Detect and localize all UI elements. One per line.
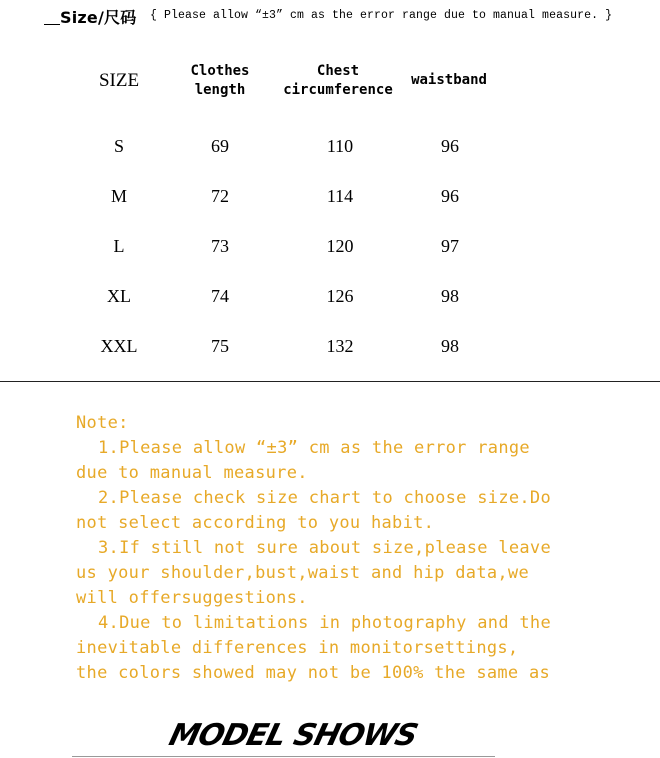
header-size: SIZE xyxy=(98,70,140,91)
note-line: 2.Please check size chart to choose size.Do xyxy=(98,488,551,508)
cell-size: M xyxy=(110,186,127,206)
banner-rule xyxy=(72,756,495,757)
note-line: inevitable differences in monitorsettings, xyxy=(76,638,519,658)
size-title: Size/尺码 xyxy=(60,8,137,27)
cell-length: 72 xyxy=(211,186,229,206)
note-line: the colors showed may not be 100% the same as xyxy=(76,663,551,683)
note-line: us your shoulder,bust,waist and hip data,we xyxy=(76,563,529,583)
table-row xyxy=(0,181,660,211)
cell-chest: 126 xyxy=(326,286,354,306)
header-line: Clothes xyxy=(190,63,250,79)
cell-chest: 132 xyxy=(326,336,354,356)
note-line: 1.Please allow “±3” cm as the error range xyxy=(98,438,530,458)
section-divider xyxy=(0,381,660,382)
note-line: 3.If still not sure about size,please leave xyxy=(98,538,551,558)
cell-length: 69 xyxy=(211,136,229,156)
header-line: circumference xyxy=(283,82,393,98)
cell-chest: 110 xyxy=(326,136,354,156)
size-chart-table xyxy=(0,50,660,382)
notes-block xyxy=(76,411,656,686)
table-row xyxy=(0,281,660,311)
cell-size: S xyxy=(113,136,124,156)
cell-chest: 114 xyxy=(326,186,354,206)
model-shows-banner xyxy=(165,718,430,756)
header-waistband xyxy=(404,71,494,90)
header-underline xyxy=(44,24,60,25)
cell-size: XL xyxy=(107,286,131,306)
model-shows-title: MODEL SHOWS xyxy=(165,718,421,753)
cell-waistband: 97 xyxy=(441,236,459,256)
header-chest-circumference xyxy=(272,62,404,100)
table-row xyxy=(0,231,660,261)
note-line: due to manual measure. xyxy=(76,463,308,483)
table-row xyxy=(0,331,660,361)
cell-chest: 120 xyxy=(326,236,354,256)
cell-waistband: 98 xyxy=(441,336,459,356)
size-header xyxy=(0,0,660,30)
table-row xyxy=(0,131,660,161)
notes-heading: Note: xyxy=(76,413,129,433)
header-line: Chest xyxy=(316,63,360,79)
header-line: waistband xyxy=(411,72,487,88)
note-line: 4.Due to limitations in photography and the xyxy=(98,613,551,633)
cell-waistband: 98 xyxy=(441,286,459,306)
note-line: not select according to you habit. xyxy=(76,513,435,533)
cell-length: 75 xyxy=(211,336,229,356)
measure-note: { Please allow “±3” cm as the error range due to manual measure. } xyxy=(150,9,613,22)
cell-length: 73 xyxy=(211,236,229,256)
cell-length: 74 xyxy=(211,286,229,306)
header-clothes-length xyxy=(180,62,260,100)
cell-size: XXL xyxy=(100,336,138,356)
cell-size: L xyxy=(113,236,125,256)
cell-waistband: 96 xyxy=(441,136,459,156)
cell-waistband: 96 xyxy=(441,186,459,206)
note-line: will offersuggestions. xyxy=(76,588,308,608)
header-line: length xyxy=(194,82,246,98)
